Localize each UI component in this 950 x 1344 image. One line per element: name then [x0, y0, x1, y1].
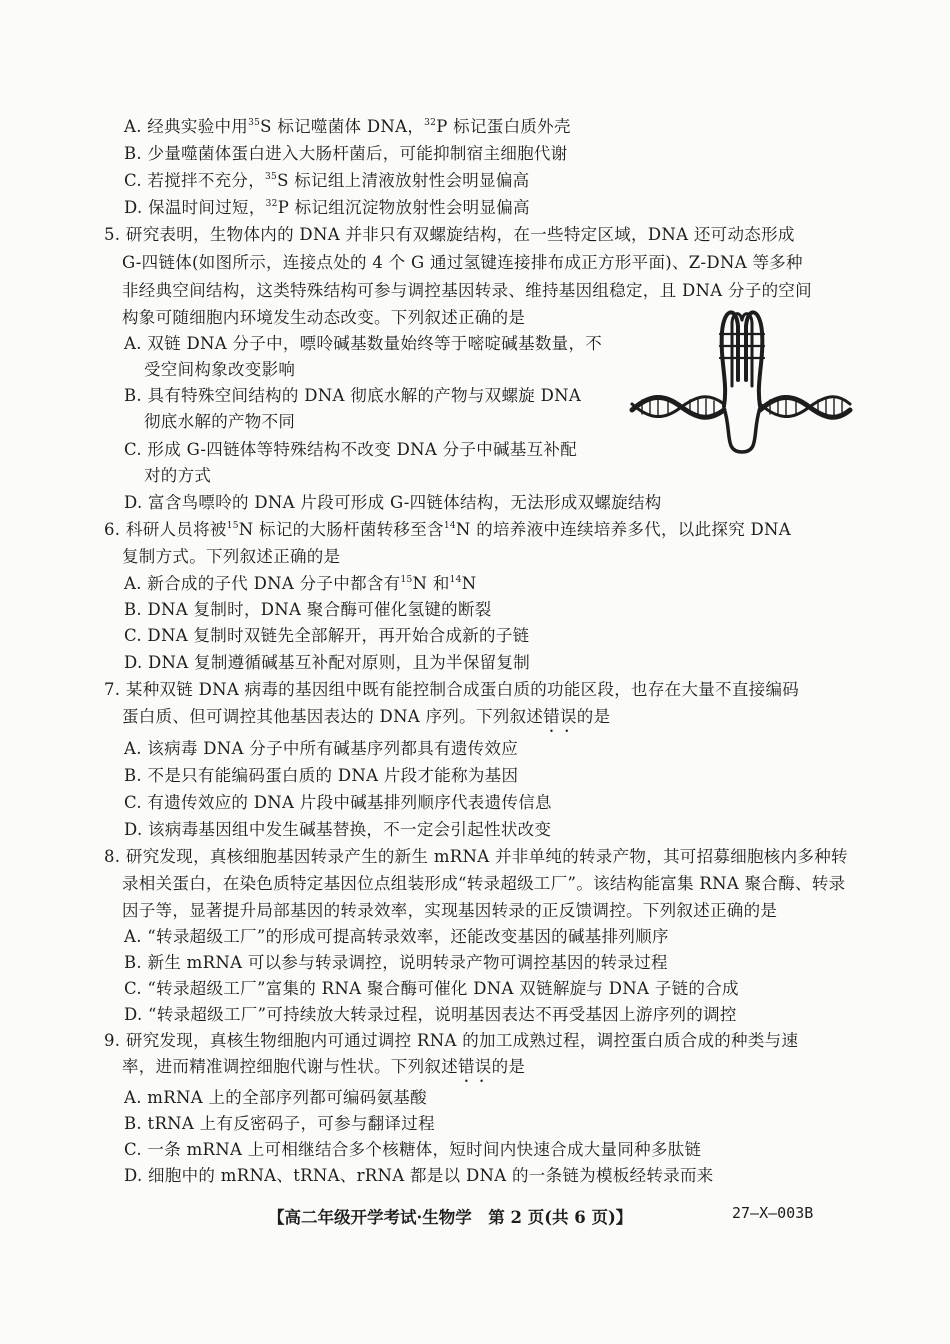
q9-stem-line-1: 9. 研究发现，真核生物细胞内可通过调控 RNA 的加工成熟过程，调控蛋白质合成的种类与速	[104, 1031, 799, 1050]
q4-option-b: B. 少量噬菌体蛋白进入大肠杆菌后，可能抑制宿主细胞代谢	[124, 144, 568, 163]
q5-stem-line-4: 构象可随细胞内环境发生动态改变。下列叙述正确的是	[122, 308, 526, 327]
q7-option-c: C. 有遗传效应的 DNA 片段中碱基排列顺序代表遗传信息	[124, 793, 552, 812]
q5-stem-line-2: G-四链体(如图所示，连接点处的 4 个 G 通过氢键连接排布成正方形平面)、Z-DNA 等多种	[122, 253, 803, 272]
g-quadruplex-diagram-icon	[628, 302, 854, 462]
q6-option-b: B. DNA 复制时，DNA 聚合酶可催化氢键的断裂	[124, 600, 492, 619]
q7-option-b: B. 不是只有能编码蛋白质的 DNA 片段才能称为基因	[124, 766, 519, 785]
q8-option-b: B. 新生 mRNA 可以参与转录调控，说明转录产物可调控基因的转录过程	[124, 953, 668, 972]
page-footer: 【高二年级开学考试·生物学 第 2 页(共 6 页)】	[268, 1208, 633, 1227]
q8-stem-line-2: 录相关蛋白，在染色质特定基因位点组装形成“转录超级工厂”。该结构能富集 RNA 聚合酶、转录	[122, 874, 846, 893]
q4-option-a: A. 经典实验中用$^{35}$S 标记噬菌体 DNA，$^{32}$P 标记蛋白质外壳	[124, 117, 571, 136]
q8-stem-line-3: 因子等，显著提升局部基因的转录效率，实现基因转录的正反馈调控。下列叙述正确的是	[122, 901, 778, 920]
q8-option-d: D. “转录超级工厂”可持续放大转录过程，说明基因表达不再受基因上游序列的调控	[124, 1005, 737, 1024]
q8-stem-line-1: 8. 研究发现，真核细胞基因转录产生的新生 mRNA 并非单纯的转录产物，其可招募细胞核内多种转	[104, 847, 848, 866]
q5-option-b: B. 具有特殊空间结构的 DNA 彻底水解的产物与双螺旋 DNA	[124, 386, 582, 405]
q7-stem-line-1: 7. 某种双链 DNA 病毒的基因组中既有能控制合成蛋白质的功能区段，也存在大量不直接编码	[104, 680, 800, 699]
q5-option-d: D. 富含鸟嘌呤的 DNA 片段可形成 G-四链体结构，无法形成双螺旋结构	[124, 493, 662, 512]
q4-option-c: C. 若搅拌不充分，$^{35}$S 标记组上清液放射性会明显偏高	[124, 171, 530, 190]
q9-option-d: D. 细胞中的 mRNA、tRNA、rRNA 都是以 DNA 的一条链为模板经转录而来	[124, 1166, 714, 1185]
q5-option-c-cont: 对的方式	[144, 466, 212, 485]
q7-option-d: D. 该病毒基因组中发生碱基替换，不一定会引起性状改变	[124, 820, 552, 839]
q6-option-a: A. 新合成的子代 DNA 分子中都含有$^{15}$N 和$^{14}$N	[124, 574, 477, 593]
q5-option-a-cont: 受空间构象改变影响	[144, 360, 296, 379]
q8-option-a: A. “转录超级工厂”的形成可提高转录效率，还能改变基因的碱基排列顺序	[124, 927, 669, 946]
emphasis-mark: 错误 • •	[543, 707, 577, 726]
q5-stem-line-3: 非经典空间结构，这类特殊结构可参与调控基因转录、维持基因组稳定，且 DNA 分子的空间	[122, 281, 812, 300]
exam-code: 27—X—003B	[732, 1204, 814, 1222]
q9-option-c: C. 一条 mRNA 上可相继结合多个核糖体，短时间内快速合成大量同种多肽链	[124, 1140, 702, 1159]
q6-stem-line-1: 6. 科研人员将被$^{15}$N 标记的大肠杆菌转移至含$^{14}$N 的培养液中连续培养多代，以此探究 DNA	[104, 520, 792, 539]
q6-stem-line-2: 复制方式。下列叙述正确的是	[122, 547, 341, 566]
q5-option-a: A. 双链 DNA 分子中，嘌呤碱基数量始终等于嘧啶碱基数量，不	[124, 334, 603, 353]
q6-option-c: C. DNA 复制时双链先全部解开，再开始合成新的子链	[124, 626, 530, 645]
emphasis-mark: 错误 • •	[458, 1057, 492, 1076]
q4-option-d: D. 保温时间过短，$^{32}$P 标记组沉淀物放射性会明显偏高	[124, 198, 530, 217]
q9-option-b: B. tRNA 上有反密码子，可参与翻译过程	[124, 1114, 435, 1133]
q7-option-a: A. 该病毒 DNA 分子中所有碱基序列都具有遗传效应	[124, 739, 519, 758]
q9-option-a: A. mRNA 上的全部序列都可编码氨基酸	[124, 1088, 427, 1107]
q5-option-b-cont: 彻底水解的产物不同	[144, 412, 296, 431]
q5-option-c: C. 形成 G-四链体等特殊结构不改变 DNA 分子中碱基互补配	[124, 440, 578, 459]
q5-stem-line-1: 5. 研究表明，生物体内的 DNA 并非只有双螺旋结构，在一些特定区域，DNA 还可动态形成	[104, 225, 795, 244]
q8-option-c: C. “转录超级工厂”富集的 RNA 聚合酶可催化 DNA 双链解旋与 DNA 子链的合成	[124, 979, 739, 998]
q6-option-d: D. DNA 复制遵循碱基互补配对原则，且为半保留复制	[124, 653, 531, 672]
q9-stem-line-2: 率，进而精准调控细胞代谢与性状。下列叙述错误 • •的是	[122, 1055, 525, 1079]
q7-stem-line-2: 蛋白质、但可调控其他基因表达的 DNA 序列。下列叙述错误 • •的是	[122, 705, 610, 729]
